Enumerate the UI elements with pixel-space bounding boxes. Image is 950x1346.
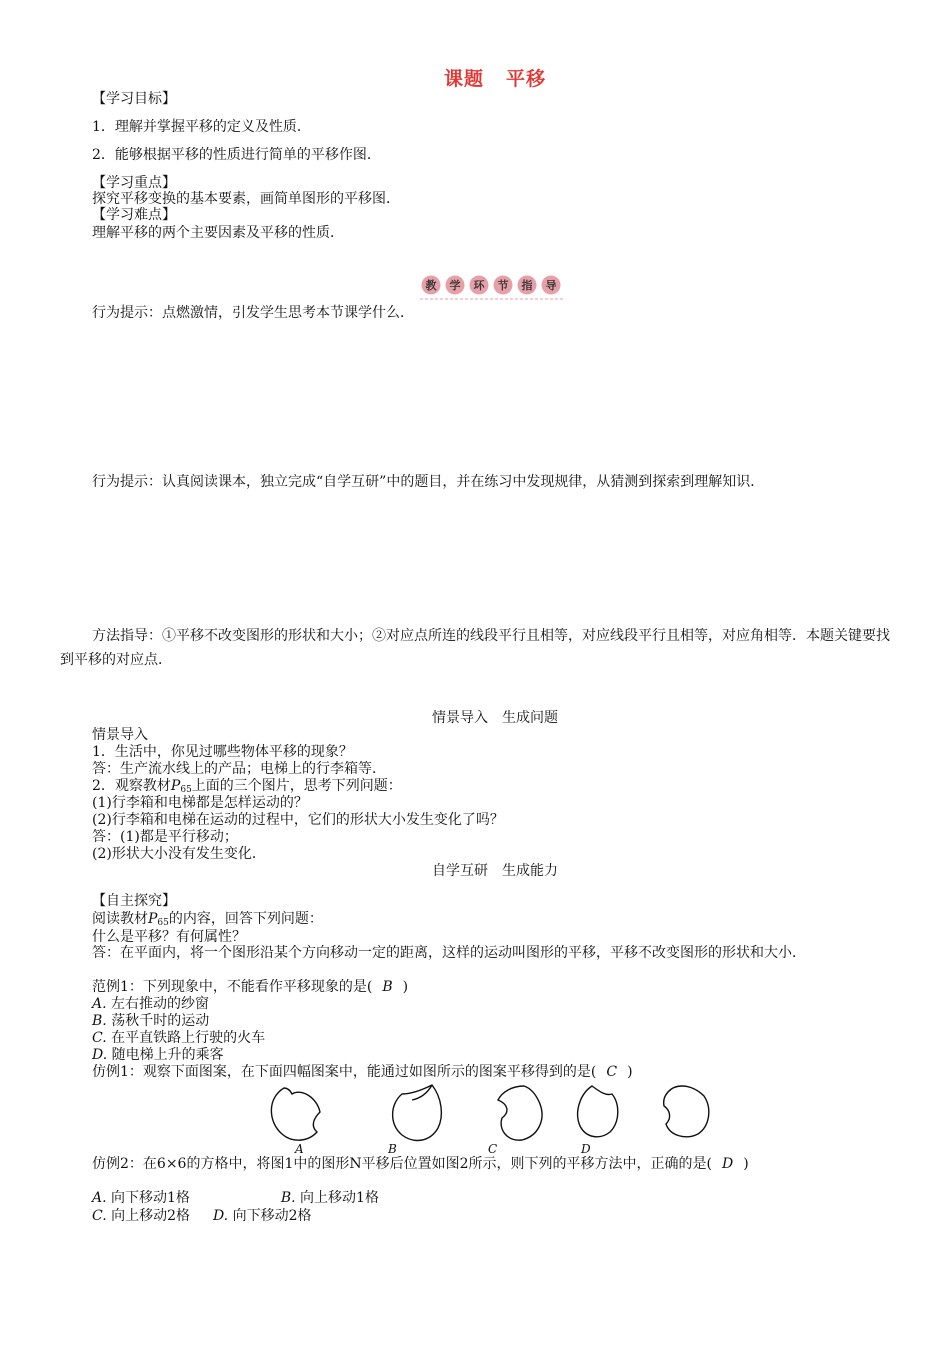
banner-char: 指 bbox=[521, 279, 533, 292]
example-2-answer: C bbox=[606, 1064, 618, 1080]
answer-2-1: 答：(1)都是平行移动； bbox=[92, 829, 238, 845]
key-points-heading: 【学习重点】 bbox=[92, 175, 176, 191]
example-3: 仿例2：在6×6的方格中，将图1中的图形N平移后位置如图2所示，则下列的平移方法中，正确的是( D ) bbox=[92, 1156, 749, 1172]
example-1-option-b: B. 荡秋千时的运动 bbox=[92, 1013, 210, 1029]
figure-label-b: B bbox=[388, 1142, 397, 1156]
translation-question: 什么是平移？有何属性？ bbox=[92, 929, 246, 945]
page-title bbox=[0, 64, 950, 91]
question-2-2: (2)行李箱和电梯在运动的过程中，它们的形状大小发生变化了吗？ bbox=[92, 812, 504, 828]
example-3-answer: D bbox=[721, 1156, 734, 1172]
banner-char: 导 bbox=[545, 279, 557, 292]
translation-answer: 答：在平面内，将一个图形沿某个方向移动一定的距离，这样的运动叫图形的平移，平移不改变图形的形状和大小． bbox=[92, 945, 806, 961]
title-part-b: 平移 bbox=[506, 68, 547, 90]
leaf-figure-b bbox=[393, 1085, 442, 1140]
difficulties-heading: 【学习难点】 bbox=[92, 207, 176, 223]
example-1-answer: B bbox=[382, 979, 393, 995]
key-points-text: 探究平移变换的基本要素，画简单图形的平移图． bbox=[92, 191, 400, 207]
section-1-heading: 情景导入 生成问题 bbox=[432, 710, 558, 726]
title-part-a: 课题 bbox=[443, 68, 484, 90]
section-2-heading: 自学互研 生成能力 bbox=[432, 863, 558, 879]
question-2: 2．观察教材$P_{65}$上面的三个图片，思考下列问题： bbox=[92, 778, 402, 795]
objective-item-1: 1．理解并掌握平移的定义及性质． bbox=[92, 119, 311, 135]
banner-badges bbox=[422, 276, 561, 295]
reading-instruction: 阅读教材$P_{65}$的内容，回答下列问题： bbox=[92, 911, 323, 928]
leaf-figure-e bbox=[664, 1086, 709, 1137]
example-1-option-c: C. 在平直铁路上行驶的火车 bbox=[92, 1030, 266, 1046]
question-2-1: (1)行李箱和电梯都是怎样运动的？ bbox=[92, 795, 308, 811]
banner-char: 学 bbox=[449, 279, 461, 292]
leaf-figure-d bbox=[578, 1086, 618, 1137]
example-1: 范例1：下列现象中，不能看作平移现象的是( B ) bbox=[92, 979, 409, 995]
figure-label-a: A bbox=[295, 1142, 304, 1156]
figure-label-d: D bbox=[581, 1142, 591, 1156]
difficulties-text: 理解平移的两个主要因素及平移的性质． bbox=[92, 225, 344, 241]
answer-2-2: (2)形状大小没有发生变化． bbox=[92, 846, 266, 862]
example-2: 仿例1：观察下面图案，在下面四幅图案中，能通过如图所示的图案平移得到的是( C ) bbox=[92, 1064, 633, 1080]
figure-label-c: C bbox=[488, 1142, 498, 1156]
section-1-sub: 情景导入 bbox=[92, 727, 148, 743]
leaf-figures bbox=[262, 1080, 722, 1156]
question-1: 1．生活中，你见过哪些物体平移的现象？ bbox=[92, 744, 353, 760]
example-1-option-d: D. 随电梯上升的乘客 bbox=[92, 1047, 224, 1063]
answer-1: 答：生产流水线上的产品；电梯上的行李箱等． bbox=[92, 761, 386, 777]
objective-item-2: 2．能够根据平移的性质进行简单的平移作图． bbox=[92, 147, 381, 163]
teaching-guide-banner bbox=[420, 273, 565, 301]
example-1-option-a: A. 左右推动的纱窗 bbox=[92, 996, 210, 1012]
banner-char: 环 bbox=[473, 279, 485, 292]
method-guide: 方法指导：①平移不改变图形的形状和大小；②对应点所连的线段平行且相等，对应线段平行且相等，对应角相等．本题关键要找到平移的对应点． bbox=[60, 628, 890, 668]
banner-char: 教 bbox=[425, 279, 437, 292]
example-3-options-row-2: C. 向上移动2格 D. 向下移动2格 bbox=[92, 1208, 312, 1224]
example-3-options-row-1: A. 向下移动1格 B. 向上移动1格 bbox=[92, 1190, 379, 1206]
hint-2: 行为提示：认真阅读课本，独立完成“自学互研”中的题目，并在练习中发现规律，从猜测到探索到理解知识． bbox=[92, 474, 765, 490]
section-2-sub: 【自主探究】 bbox=[92, 893, 176, 909]
leaf-figure-a bbox=[271, 1088, 320, 1140]
objectives-heading: 【学习目标】 bbox=[92, 91, 176, 107]
leaf-figure-c bbox=[498, 1086, 542, 1140]
hint-1: 行为提示：点燃激情，引发学生思考本节课学什么． bbox=[92, 305, 414, 321]
banner-char: 节 bbox=[497, 279, 509, 292]
